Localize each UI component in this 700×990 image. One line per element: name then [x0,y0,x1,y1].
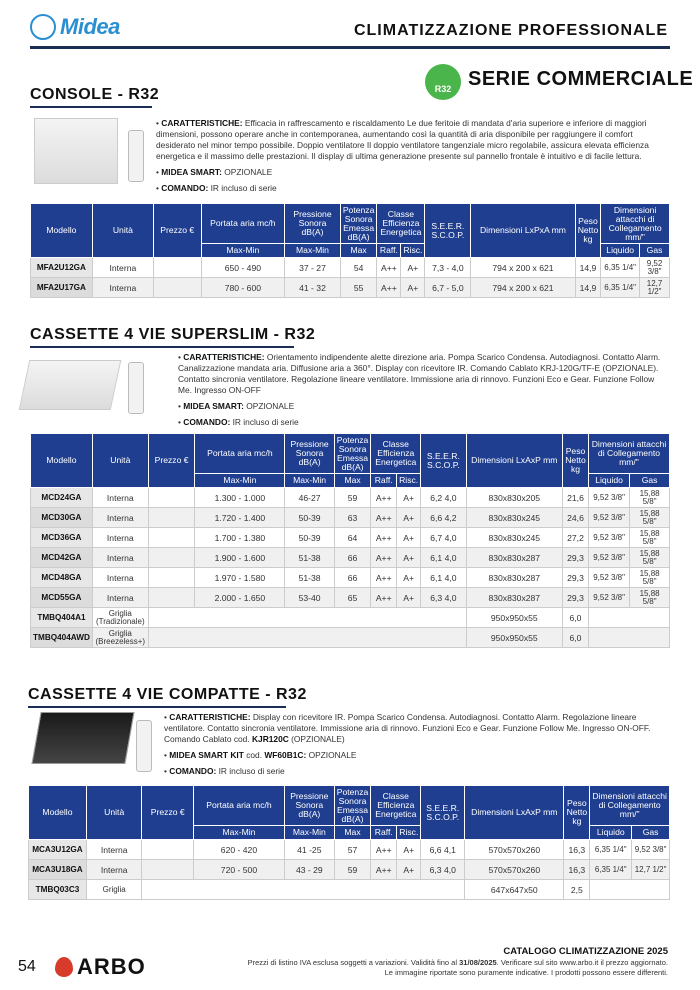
table-cell: 780 - 600 [201,278,285,298]
section-title-superslim: CASSETTE 4 VIE SUPERSLIM - R32 [30,326,316,343]
th-max: Max [334,826,371,840]
table-cell: 6,1 4,0 [421,548,466,568]
table-cell: 15,88 5/8" [630,588,670,608]
footer-note-2: Le immagine riportate sono puramente indicative. I prodotti possono essere differenti. [384,968,668,977]
table-cell: 647x647x50 [465,880,564,900]
table-cell: Interna [92,588,148,608]
table-cell: 9,52 3/8" [588,588,629,608]
table-cell: 570x570x260 [465,860,564,880]
th-maxmin: Max-Min [201,244,285,258]
th-maxmin: Max-Min [284,826,334,840]
table-cell: A+ [397,528,421,548]
table-cell: Griglia (Breezeless+) [92,628,148,648]
th-pressione: Pressione Sonora dB(A) [285,204,341,244]
table-row [31,508,670,528]
th-attacchi: Dimensioni attacchi di Collegamento mm/" [601,204,670,244]
th-seer: S.E.E.R. S.C.O.P. [421,786,465,840]
table-cell: A++ [377,258,401,278]
table-cell [148,568,195,588]
table-cell: 950x950x55 [466,628,562,648]
table-row [31,258,670,278]
console-unit-image [34,118,118,184]
th-modello: Modello [29,786,87,840]
table-cell: 9,52 3/8" [632,840,670,860]
th-portata: Portata aria mc/h [195,434,285,474]
cmd-label: COMANDO: [161,183,209,193]
cmd-text: IR incluso di serie [218,766,285,776]
table-cell [142,880,465,900]
table-cell: 6,3 4,0 [421,588,466,608]
table-cell: 53-40 [285,588,334,608]
smart-label: MIDEA SMART KIT [169,750,244,760]
th-modello: Modello [31,434,93,488]
table-cell: 50-39 [285,528,334,548]
th-prezzo: Prezzo € [153,204,201,258]
table-cell: A+ [397,508,421,528]
table-cell: 6,6 4,2 [421,508,466,528]
table-cell [588,628,669,648]
th-raff: Raff. [371,826,397,840]
table-cell: 46-27 [285,488,334,508]
table-cell: 830x830x205 [466,488,562,508]
table-cell: 29,3 [563,568,589,588]
th-pressione: Pressione Sonora dB(A) [284,786,334,826]
th-attacchi: Dimensioni attacchi di Collegamento mm/" [590,786,670,826]
car-label: CARATTERISTICHE: [169,712,251,722]
table-cell: 12,7 1/2" [640,278,670,298]
table-cell [148,528,195,548]
table-cell: 50-39 [285,508,334,528]
flame-icon [55,957,73,977]
table-cell: 57 [334,840,371,860]
section-title-console: CONSOLE - R32 [30,86,160,103]
th-liquido: Liquido [588,474,629,488]
table-cell: 9,52 3/8" [588,488,629,508]
th-risc: Risc. [397,826,421,840]
smart-text: OPZIONALE [224,167,273,177]
table-cell [142,840,194,860]
th-max: Max [334,474,371,488]
car-text: Efficacia in raffrescamento e riscaldamento Le due feritoie di mandata d'aria superiore e inferiore di maggiori dimensioni, possono operare anche in contemporanea, aumentando così la quantità di aria disponibile per raggiungere il comfort desiderato nel minor tempo possibile. Doppio ventilatore Il doppio ventilatore tangenziale micro regolabile, assicura elevata efficienza energetica e il massimo delle prestazioni. Il display di ultima generazione presente sul pannello frontale è intuitivo e di facile lettura. [156,118,649,161]
table-cell: 64 [334,528,371,548]
table-cell: 29,3 [563,548,589,568]
table-cell: 43 - 29 [284,860,334,880]
table-cell: 21,6 [563,488,589,508]
table-cell: 6,35 1/4" [601,278,640,298]
th-dimensioni: Dimensioni LxAxP mm [466,434,562,488]
table-cell: MCD36GA [31,528,93,548]
th-seer: S.E.E.R. S.C.O.P. [421,434,466,488]
cmd-text: IR incluso di serie [210,183,277,193]
catalog-title: CATALOGO CLIMATIZZAZIONE 2025 [503,946,668,957]
table-cell: 66 [334,568,371,588]
table-cell: A++ [371,548,397,568]
table-cell: A++ [371,840,397,860]
table-cell: 63 [334,508,371,528]
th-dimensioni: Dimensioni LxAxP mm [465,786,564,840]
table-cell: 6,35 1/4" [590,840,632,860]
th-potenza: Potenza Sonora Emessa dB(A) [334,786,371,826]
table-cell: 14,9 [575,278,601,298]
table-row [31,548,670,568]
table-cell [588,608,669,628]
th-classe: Classe Efficienza Energetica [371,434,421,474]
table-cell: 830x830x245 [466,508,562,528]
header-divider [30,46,670,49]
table-cell: 950x950x55 [466,608,562,628]
table-cell: 794 x 200 x 621 [471,278,575,298]
table-cell: 2,5 [564,880,590,900]
table-cell: 16,3 [564,860,590,880]
table-cell: A+ [401,278,425,298]
table-cell: A++ [371,860,397,880]
th-maxmin: Max-Min [195,474,285,488]
footer-date: 31/08/2025 [459,958,497,967]
section-underline [30,346,294,348]
th-unita: Unità [92,204,153,258]
table-cell: 16,3 [564,840,590,860]
table-cell: 54 [340,258,377,278]
table-cell: 6,6 4,1 [421,840,465,860]
car-code: KJR120C [252,734,289,744]
th-classe: Classe Efficienza Energetica [371,786,421,826]
remote-control-image [128,362,144,414]
th-gas: Gas [632,826,670,840]
th-maxmin: Max-Min [285,244,341,258]
table-cell: 570x570x260 [465,840,564,860]
table-cell: MFA2U17GA [31,278,93,298]
section-underline [30,106,152,108]
th-peso: Peso Netto kg [564,786,590,840]
th-unita: Unità [92,434,148,488]
table-cell [148,508,195,528]
table-cell: Interna [92,508,148,528]
smart-label: MIDEA SMART: [183,401,244,411]
table-cell: 15,88 5/8" [630,488,670,508]
smart-code: WF60B1C: [264,750,307,760]
table-cell: 794 x 200 x 621 [471,258,575,278]
table-cell: Interna [86,840,142,860]
table-cell: 6,0 [563,628,589,648]
table-cell: 830x830x245 [466,528,562,548]
table-cell: Interna [86,860,142,880]
table-cell: 9,52 3/8" [588,528,629,548]
table-row [31,488,670,508]
table-cell: Interna [92,528,148,548]
cassette-compatte-image [31,712,134,764]
th-max: Max [340,244,377,258]
table-row [31,608,670,628]
smart-label: MIDEA SMART: [161,167,222,177]
th-potenza: Potenza Sonora Emessa dB(A) [340,204,377,244]
footer-note-1 [168,958,668,967]
table-cell: 59 [334,488,371,508]
table-row [31,528,670,548]
r32-badge-label: R32 [434,84,452,94]
th-portata: Portata aria mc/h [201,204,285,244]
table-cell: MCD42GA [31,548,93,568]
table-cell: 41 - 32 [285,278,341,298]
th-liquido: Liquido [601,244,640,258]
table-cell: A+ [397,840,421,860]
table-cell: TMBQ404A1 [31,608,93,628]
table-cell: 14,9 [575,258,601,278]
table-cell: A++ [371,488,397,508]
table-cell: MFA2U12GA [31,258,93,278]
table-cell: A++ [371,528,397,548]
console-table [30,203,670,298]
cmd-label: COMANDO: [169,766,217,776]
table-row [31,278,670,298]
table-cell [142,860,194,880]
section-title-compatte: CASSETTE 4 VIE COMPATTE - R32 [28,686,307,703]
table-cell: 55 [340,278,377,298]
table-cell: 51-38 [285,548,334,568]
table-cell: Interna [92,488,148,508]
table-cell: MCD48GA [31,568,93,588]
th-dimensioni: Dimensioni LxPxA mm [471,204,575,258]
compatte-table [28,785,670,900]
table-row [29,840,670,860]
th-potenza: Potenza Sonora Emessa dB(A) [334,434,371,474]
table-row [29,860,670,880]
table-cell: 12,7 1/2" [632,860,670,880]
table-cell: MCD24GA [31,488,93,508]
table-cell: 1.970 - 1.580 [195,568,285,588]
th-modello: Modello [31,204,93,258]
table-cell: 6,0 [563,608,589,628]
console-description: • CARATTERISTICHE: Efficacia in raffrescamento e riscaldamento Le due feritoie di mandata d'aria superiore e inferiore di maggiori dimensioni, possono operare anche in contemporanea, aumentando così la quantità di aria disponibile per raggiungere il comfort desiderato nel minor tempo possibile. Doppio ventilatore Il doppio ventilatore tangenziale micro regolabile, assicura elevata efficienza energetica e il massimo delle prestazioni. Il display di ultima generazione presente sul pannello frontale è intuitivo e di facile lettura. • MIDEA SMART: OPZIONALE • COMANDO: IR incluso di serie [156,118,649,193]
table-cell: 6,7 - 5,0 [425,278,471,298]
table-cell: 29,3 [563,588,589,608]
table-cell [153,278,201,298]
section-underline [28,706,286,708]
remote-control-image [128,130,144,182]
table-cell: A+ [397,568,421,588]
th-prezzo: Prezzo € [142,786,194,840]
table-cell [148,548,195,568]
arbo-logo [55,954,146,980]
table-cell: 2.000 - 1.650 [195,588,285,608]
th-risc: Risc. [401,244,425,258]
smart-text: OPZIONALE [246,401,295,411]
table-cell: 59 [334,860,371,880]
car-tail: (OPZIONALE) [291,734,345,744]
page-number: 54 [18,958,36,975]
th-attacchi: Dimensioni attacchi di Collegamento mm/" [588,434,669,474]
th-portata: Portata aria mc/h [194,786,285,826]
table-cell: A+ [397,548,421,568]
th-peso: Peso Netto kg [563,434,589,488]
table-cell: 27,2 [563,528,589,548]
table-cell: 1.900 - 1.600 [195,548,285,568]
table-cell: A++ [371,508,397,528]
table-cell: Interna [92,258,153,278]
table-cell: A+ [401,258,425,278]
table-cell: 37 - 27 [285,258,341,278]
table-cell: 7,3 - 4,0 [425,258,471,278]
brand-name: Midea [60,14,120,39]
arbo-brand: ARBO [77,954,146,979]
table-cell [148,588,195,608]
table-cell: 66 [334,548,371,568]
th-prezzo: Prezzo € [148,434,195,488]
table-cell: TMBQ03C3 [29,880,87,900]
table-cell: 830x830x287 [466,548,562,568]
superslim-description: • CARATTERISTICHE: Orientamento indipendente alette direzione aria. Pompa Scarico Condensa. Autodiagnosi. Contatto Alarm. Canalizzazione mandata aria. Diffusione aria a 360°. Display con ricevitore IR. Comando Cablato KRJ-120G/TF-E (OPZIONALE). Contatto sincronia ventilatore. Regolazione lineare ventilatore. Immissione aria di rinnovo. Funzioni Eco e Gear. Funzione Follow Me. Ingresso ON-OFF • MIDEA SMART: OPZIONALE • COMANDO: IR incluso di serie [178,352,661,427]
table-cell: 650 - 490 [201,258,285,278]
footer-line1c: . Verificare sul sito www.arbo.it il prezzo aggiornato. [496,958,668,967]
table-cell: 65 [334,588,371,608]
table-cell: 51-38 [285,568,334,588]
table-cell: Interna [92,568,148,588]
table-cell: 620 - 420 [194,840,285,860]
table-row [31,588,670,608]
table-cell: 6,3 4,0 [421,860,465,880]
midea-logo [30,14,120,40]
table-cell [590,880,670,900]
table-cell: 15,88 5/8" [630,528,670,548]
table-cell: TMBQ404AWD [31,628,93,648]
th-raff: Raff. [377,244,401,258]
car-label: CARATTERISTICHE: [161,118,243,128]
table-cell: Interna [92,548,148,568]
th-maxmin: Max-Min [194,826,285,840]
table-row [29,880,670,900]
table-cell: MCD30GA [31,508,93,528]
table-cell: A+ [397,488,421,508]
th-liquido: Liquido [590,826,632,840]
table-cell: MCA3U12GA [29,840,87,860]
table-cell: 24,6 [563,508,589,528]
superslim-table [30,433,670,648]
cmd-text: IR incluso di serie [232,417,299,427]
table-cell: Interna [92,278,153,298]
compatte-description: • CARATTERISTICHE: Display con ricevitore IR. Pompa Scarico Condensa. Autodiagnosi. Contatto Alarm. Regolazione lineare ventilatore. Contatto sincronia ventilatore. Immissione aria di rinnovo. Funzioni Eco e Gear. Funzione Follow Me. Ingresso ON-OFF. Comando Cablato cod. KJR120C (OPZIONALE) • MIDEA SMART KIT cod. WF60B1C: OPZIONALE • COMANDO: IR incluso di serie [164,712,651,776]
page-title: CLIMATIZZAZIONE PROFESSIONALE [353,22,668,39]
table-cell: 6,2 4,0 [421,488,466,508]
table-cell: 6,35 1/4" [590,860,632,880]
table-cell [148,608,466,628]
table-cell: 15,88 5/8" [630,568,670,588]
table-cell: 1.700 - 1.380 [195,528,285,548]
cmd-label: COMANDO: [183,417,231,427]
midea-logo-icon [30,14,56,40]
table-cell: A+ [397,588,421,608]
table-cell: 9,52 3/8" [640,258,670,278]
table-cell: 15,88 5/8" [630,508,670,528]
car-label: CARATTERISTICHE: [183,352,265,362]
table-cell: A++ [371,568,397,588]
table-cell [148,488,195,508]
table-cell [153,258,201,278]
table-cell: 720 - 500 [194,860,285,880]
table-cell: 830x830x287 [466,568,562,588]
table-cell: 41 -25 [284,840,334,860]
car-text: Orientamento indipendente alette direzione aria. Pompa Scarico Condensa. Autodiagnosi. Contatto Alarm. Canalizzazione mandata aria. Diffusione aria a 360°. Display con ricevitore IR. Comando Cablato KRJ-120G/TF-E (OPZIONALE). Contatto sincronia ventilatore. Regolazione lineare ventilatore. Immissione aria di rinnovo. Funzioni Eco e Gear. Funzione Follow Me. Ingresso ON-OFF [178,352,661,395]
table-cell [148,628,466,648]
table-cell: Griglia [86,880,142,900]
th-unita: Unità [86,786,142,840]
table-cell: 6,7 4,0 [421,528,466,548]
table-cell: MCD55GA [31,588,93,608]
smart-mid: cod. [246,750,263,760]
cassette-superslim-image [19,360,122,410]
th-raff: Raff. [371,474,397,488]
th-classe: Classe Efficienza Energetica [377,204,425,244]
table-cell: 1.720 - 1.400 [195,508,285,528]
table-cell: A+ [397,860,421,880]
th-maxmin: Max-Min [285,474,334,488]
table-cell: 9,52 3/8" [588,568,629,588]
th-peso: Peso Netto kg [575,204,601,258]
table-row [31,628,670,648]
car-text: Display con ricevitore IR. Pompa Scarico Condensa. Autodiagnosi. Contatto Alarm. Regolazione lineare ventilatore. Contatto sincronia ventilatore. Immissione aria di rinnovo. Funzioni Eco e Gear. Funzione Follow Me. Ingresso ON-OFF. Comando Cablato cod. [164,712,651,744]
r32-leaf-icon [425,64,461,100]
th-risc: Risc. [397,474,421,488]
th-gas: Gas [640,244,670,258]
table-cell: 1.300 - 1.000 [195,488,285,508]
table-cell: 6,1 4,0 [421,568,466,588]
table-cell: 9,52 3/8" [588,508,629,528]
table-cell: MCA3U18GA [29,860,87,880]
table-cell: 6,35 1/4" [601,258,640,278]
th-seer: S.E.E.R. S.C.O.P. [425,204,471,258]
table-row [31,568,670,588]
th-gas: Gas [630,474,670,488]
table-cell: A++ [377,278,401,298]
serie-title: SERIE COMMERCIALE [468,68,694,90]
table-cell: 830x830x287 [466,588,562,608]
smart-text: OPZIONALE [308,750,357,760]
th-pressione: Pressione Sonora dB(A) [285,434,334,474]
table-cell: A++ [371,588,397,608]
footer-line1a: Prezzi di listino IVA esclusa soggetti a variazioni. Validità fino al [247,958,458,967]
table-cell: 15,88 5/8" [630,548,670,568]
remote-control-image [136,720,152,772]
table-cell: Griglia (Tradizionale) [92,608,148,628]
table-cell: 9,52 3/8" [588,548,629,568]
